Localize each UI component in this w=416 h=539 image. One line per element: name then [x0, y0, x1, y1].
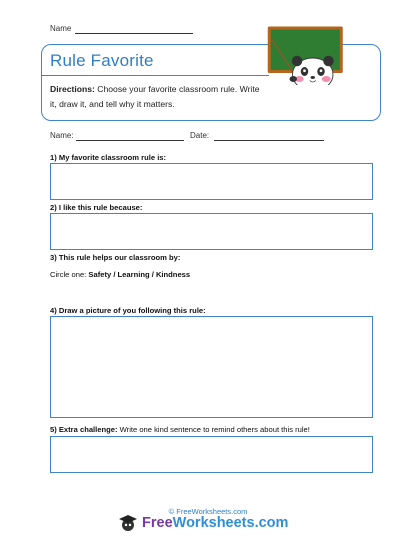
- panda-ear-left: [292, 56, 303, 67]
- date-line[interactable]: [214, 140, 324, 141]
- question-5-answer-box[interactable]: [50, 436, 373, 473]
- directions: [50, 82, 265, 112]
- panda-teacher-chalkboard-icon: [248, 25, 358, 85]
- top-name-label: Name: [50, 24, 72, 33]
- circle-one-options[interactable]: Safety / Learning / Kindness: [88, 270, 191, 279]
- question-5-label: [50, 425, 310, 434]
- panda-arm: [290, 76, 298, 82]
- circle-one-line: [50, 270, 190, 279]
- extra-label: 5) Extra challenge:: [50, 425, 118, 434]
- header-divider: [41, 75, 269, 76]
- name-line[interactable]: [76, 140, 184, 141]
- directions-label: Directions:: [50, 84, 95, 94]
- date-label: Date:: [190, 131, 210, 140]
- footer-logo[interactable]: [142, 515, 288, 531]
- logo-free: Free: [142, 515, 173, 531]
- panda-cheek-right: [322, 76, 331, 82]
- name-label: Name:: [50, 131, 74, 140]
- drawing-box[interactable]: [50, 316, 373, 418]
- question-1-label: 1) My favorite classroom rule is:: [50, 153, 167, 162]
- logo-worksheets: Worksheets.com: [172, 515, 289, 531]
- question-2-answer-box[interactable]: [50, 213, 373, 250]
- graduation-cap-icon: [118, 513, 138, 531]
- question-2-label: 2) I like this rule because:: [50, 203, 143, 212]
- footer-url[interactable]: © FreeWorksheets.com: [168, 507, 248, 516]
- question-1-answer-box[interactable]: [50, 163, 373, 200]
- directions-text: Choose your favorite classroom rule. Write it, draw it, and tell why it matters.: [50, 84, 260, 109]
- question-4-label: 4) Draw a picture of you following this rule:: [50, 306, 206, 315]
- page-title: Rule Favorite: [50, 51, 154, 70]
- top-name-line[interactable]: [75, 33, 193, 34]
- panda-nose: [311, 76, 316, 79]
- circle-one-prefix: Circle one:: [50, 270, 89, 279]
- question-3-label: 3) This rule helps our classroom by:: [50, 253, 181, 262]
- panda-ear-right: [323, 56, 334, 67]
- extra-text: Write one kind sentence to remind others about this rule!: [117, 425, 310, 434]
